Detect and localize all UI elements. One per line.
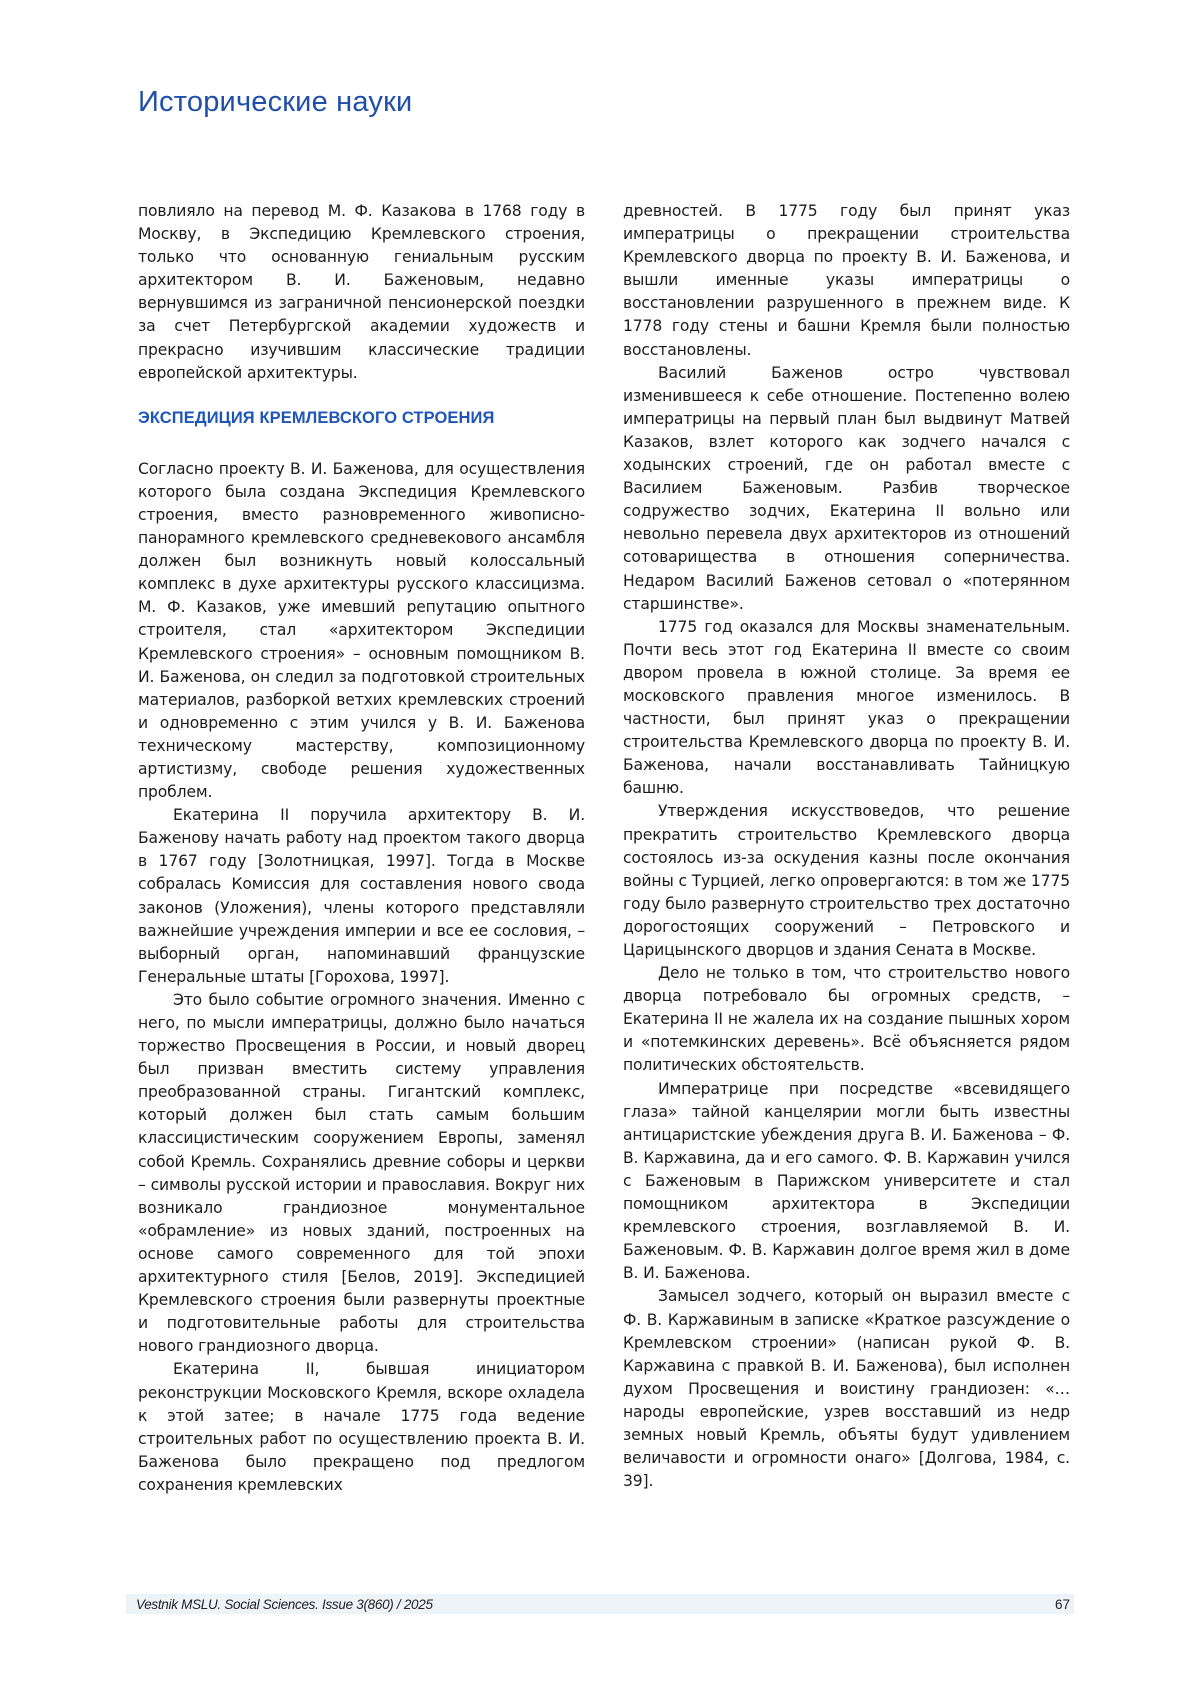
- paragraph: 1775 год оказался для Москвы знаменательным. Почти весь этот год Екатерина II вместе со своим двором провела в южной столице. За время ее московского правления многое изменилось. В частности, был принят указ о прекращении строительства Кремлевского дворца по проекту В. И. Баженова, начали восстанавливать Тайницкую башню.: [623, 617, 1070, 798]
- paragraph: Это было событие огромного значения. Именно с него, по мысли императрицы, должно было начаться торжество Просвещения в России, и новый дворец был призван вместить систему управления преобразованной страны. Гигантский комплекс, который должен был стать самым большим классицистическим сооружением Европы, заменял собой Кремль. Сохранялись древние соборы и церкви – символы русской истории и православия. Вокруг них возникало грандиозное монументальное «обрамление» из новых зданий, построенных на основе самого современного для той эпохи архитектурного стиля [Белов, 2019]. Экспедицией Кремлевского строения были развернуты проектные и подготовительные работы для строительства нового грандиозного дворца.: [138, 990, 585, 1356]
- paragraph: Императрице при посредстве «всевидящего глаза» тайной канцелярии могли быть известны антицаристские убеждения друга В. И. Баженова – Ф. В. Каржавина, да и его самого. Ф. В. Каржавин учился с Баженовым в Парижском университете и стал помощником архитектора в Экспедиции кремлевского строения, возглавляемой В. И. Баженовым. Ф. В. Каржавин долгое время жил в доме В. И. Баженова.: [623, 1079, 1070, 1283]
- left-column: [138, 200, 585, 1497]
- paragraph: Утверждения искусствоведов, что решение прекратить строительство Кремлевского дворца состоялось из-за оскудения казны после окончания войны с Турцией, легко опровергаются: в том же 1775 году было развернуто строительство трех достаточно дорогостоящих сооружений – Петровского и Царицынского дворцов и здания Сената в Москве.: [623, 802, 1070, 959]
- paragraph: Василий Баженов остро чувствовал изменившееся к себе отношение. Постепенно волею императрицы на первый план был выдвинут Матвей Казаков, взлет которого как зодчего начался с ходынских строений, где он работал вместе с Василием Баженовым. Разбив творческое содружество зодчих, Екатерина II вольно или невольно перевела двух архитекторов из отношений сотоварищества в отношения соперничества. Недаром Василий Баженов сетовал о «потерянном старшинстве».: [623, 363, 1070, 613]
- right-column: [623, 200, 1070, 1497]
- paragraph: древностей. В 1775 году был принят указ императрицы о прекращении строительства Кремлевского дворца по проекту В. И. Баженова, и вышли именные указы императрицы о восстановлении разрушенного в прежнем виде. К 1778 году стены и башни Кремля были полностью восстановлены.: [623, 202, 1070, 359]
- paragraph: Дело не только в том, что строительство нового дворца потребовало бы огромных средств, – Екатерина II не жалела их на создание пышных хором и «потемкинских деревень». Всё объясняется рядом политических обстоятельств.: [623, 964, 1070, 1075]
- paragraph: повлияло на перевод М. Ф. Казакова в 1768 году в Москву, в Экспедицию Кремлевского строения, только что основанную гениальным русским архитектором В. И. Баженовым, недавно вернувшимся из заграничной пенсионерской поездки за счет Петербургской академии художеств и прекрасно изучившим классические традиции европейской архитектуры.: [138, 202, 585, 382]
- page-footer: [126, 1594, 1074, 1614]
- paragraph: Екатерина II, бывшая инициатором реконструкции Московского Кремля, вскоре охладела к этой затее; в начале 1775 года ведение строительных работ по осуществлению проекта В. И. Баженова было прекращено под предлогом сохранения кремлевских: [138, 1360, 585, 1494]
- paragraph: Екатерина II поручила архитектору В. И. Баженову начать работу над проектом такого дворца в 1767 году [Золотницкая, 1997]. Тогда в Москве собралась Комиссия для составления нового свода законов (Уложения), члены которого представляли важнейшие учреждения империи и все ее сословия, – выборный орган, напоминавший французские Генеральные штаты [Горохова, 1997].: [138, 806, 585, 986]
- paragraph: Согласно проекту В. И. Баженова, для осуществления которого была создана Экспедиция Кремлевского строения, вместо разновременного живописно-панорамного кремлевского средневекового ансамбля должен был возникнуть новый колоссальный комплекс в духе архитектуры русского классицизма. М. Ф. Казаков, уже имевший репутацию опытного строителя, стал «архитектором Экспедиции Кремлевского строения» – основным помощником В. И. Баженова, он следил за подготовкой строительных материалов, разборкой ветхих кремлевских строений и одновременно с этим учился у В. И. Баженова техническому мастерству, композиционному артистизму, свободе решения художественных проблем.: [138, 459, 585, 802]
- paragraph: Замысел зодчего, который он выразил вместе с Ф. В. Каржавиным в записке «Краткое разсуждение о Кремлевском строении» (написан рукой Ф. В. Каржавина с правкой В. И. Баженова), был исполнен духом Просвещения и воистину грандиозен: «…народы европейские, узрев восставший из недр земных новый Кремль, объяты будут удивлением величавости и огромности онаго» [Долгова, 1984, с. 39].: [623, 1287, 1070, 1491]
- journal-citation: Vestnik MSLU. Social Sciences. Issue 3(860) / 2025: [136, 1596, 433, 1612]
- section-title: Исторические науки: [138, 86, 413, 118]
- page-number: 67: [1054, 1596, 1070, 1612]
- article-body: [138, 200, 1070, 1497]
- subheading: ЭКСПЕДИЦИЯ КРЕМЛЕВСКОГО СТРОЕНИЯ: [138, 408, 495, 427]
